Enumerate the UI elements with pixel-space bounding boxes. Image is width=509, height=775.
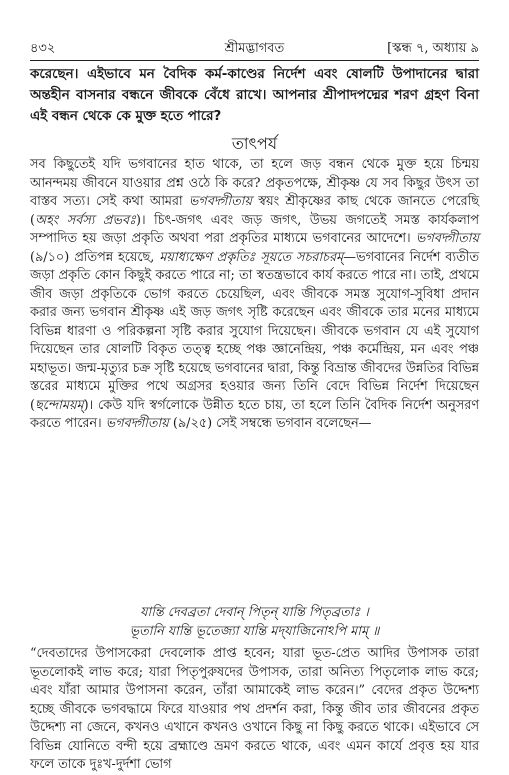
- purport-text-italic: ভগবদ্গীতায়: [105, 416, 169, 431]
- purport-text: (৯/১০) প্রতিপন্ন হয়েছে,: [30, 249, 160, 265]
- translation-continuation: করেছেন। এইভাবে মন বৈদিক কর্ম-কাণ্ডের নির্দেশ এবং ষোলটি উপাদানের দ্বারা অন্তহীন বাসনার বন্ধনে জীবকে বেঁধে রাখে। আপনার শ্রীপাদপদ্মের শরণ গ্রহণ বিনা এই বন্ধন থেকে কে মুক্ত হতে পারে?: [30, 67, 479, 124]
- purport-text-italic: ছন্দোময়ম্: [35, 397, 84, 413]
- purport-text-italic: অহং সর্বস্য প্রভবঃ: [35, 212, 136, 228]
- header-rule: [30, 60, 479, 61]
- purport-text-italic: ভগবদ্গীতায়: [188, 194, 252, 209]
- purport-text: স্বয়ং শ্রীকৃষ্ণের কাছ থেকে জানতে পেরেছি (: [30, 194, 479, 228]
- purport-text: সব কিছুতেই যদি ভগবানের হাত থাকে, তা হলে জড় বন্ধন থেকে মুক্ত হয়ে চিন্ময় আনন্দময় জীবনে যাওয়ার প্রশ্ন ওঠে কি করে? প্রকৃতপক্ষে, শ্রীকৃষ্ণ যে সব কিছুর উৎস তা বাস্তব সত্য। সেই কথা আমরা: [30, 157, 479, 209]
- purport-text: )। কেউ যদি স্বর্গলোকে উন্নীত হতে চায়, তা হলে তিনি বৈদিক নির্দেশ অনুসরণ করতে পারেন।: [30, 397, 479, 431]
- purport-text-italic: ময়াধ্যক্ষেণ প্রকৃতিঃ সূয়তে সচরাচরম্: [159, 249, 344, 265]
- purport-paragraph: [30, 156, 479, 434]
- running-header: [30, 40, 479, 58]
- quoted-verse: [30, 603, 479, 641]
- purport-text: —ভগবানের নির্দেশ ব্যতীত জড়া প্রকৃতি কোন কিছুই করতে পারে না; তা স্বতন্ত্রভাবে কার্য করতে পারে না। তাই, প্রথমে জীব জড়া প্রকৃতিকে ভোগ করতে চেয়েছিল, এবং জীবকে সমস্ত সুযোগ-সুবিধা প্রদান করার জন্য ভগবান শ্রীকৃষ্ণ এই জড় জগৎ সৃষ্টি করেছেন এবং জীবকে তার মনের মাধ্যমে বিভিন্ন ধারণা ও পরিকল্পনা সৃষ্টি করার সুযোগ দিয়েছেন। জীবকে ভগবান যে এই সুযোগ দিয়েছেন তার ষোলটি বিকৃত তত্ত্ব হচ্ছে পঞ্চ জ্ঞানেন্দ্রিয়, পঞ্চ কর্মেন্দ্রিয়, মন এবং পঞ্চ মহাভূত। জন্ম-মৃত্যুর চক্র সৃষ্টি হয়েছে ভগবানের দ্বারা, কিন্তু বিভ্রান্ত জীবদের উন্নতির বিভিন্ন স্তরের মাধ্যমে মুক্তির পথে অগ্রসর হওয়ার জন্য তিনি বেদে বিভিন্ন নির্দেশ দিয়েছেন (: [30, 249, 479, 413]
- page-number: ৪৩২: [30, 41, 56, 56]
- purport-text-italic: ভগবদ্গীতায়: [415, 231, 479, 246]
- book-title: শ্রীমদ্ভাগবত: [224, 41, 285, 56]
- verse-line: ভূতানি যান্তি ভূতেজ্যা যান্তি মদ্‌যাজিনোঽপি মাম্ ॥: [129, 624, 380, 639]
- verse-line: যান্তি দেবব্রতা দেবান্ পিতৃন্ যান্তি পিতৃব্রতাঃ ।: [140, 605, 369, 620]
- purport-heading: তাৎপর্য: [231, 134, 278, 153]
- chapter-reference: [স্কন্ধ ৭, অধ্যায় ৯: [387, 41, 479, 56]
- purport-text: (৯/২৫) সেই সম্বন্ধে ভগবান বলেছেন—: [168, 416, 372, 431]
- verse-translation: “দেবতাদের উপাসকেরা দেবলোক প্রাপ্ত হবেন; যারা ভূত-প্রেত আদির উপাসক তারা ভূতলোকই লাভ করে; যারা পিতৃপুরুষদের উপাসক, তারা অনিত্য পিতৃলোক লাভ করে; এবং যাঁরা আমার উপাসনা করেন, তাঁরা আমাকেই লাভ করেন।” বেদের প্রকৃত উদ্দেশ্য হচ্ছে জীবকে ভগবদ্ধামে ফিরে যাওয়ার পথ প্রদর্শন করা, কিন্তু জীব তার জীবনের প্রকৃত উদ্দেশ্য না জেনে, কখনও এখানে কখনও ওখানে কিছু না কিছু করতে থাকে। এইভাবে সে বিভিন্ন যোনিতে বন্দী হয়ে ব্রহ্মাণ্ডে ভ্রমণ করতে থাকে, এবং এমন কার্যে প্রবৃত্ত হয় যার ফলে তাকে দুঃখ-দুর্দশা ভোগ: [30, 646, 479, 772]
- purport-text: )। চিৎ-জগৎ এবং জড় জগৎ, উভয় জগতেই সমস্ত কার্যকলাপ সম্পাদিত হয় জড়া প্রকৃতি অথবা পরা প্রকৃতির মাধ্যমে ভগবানের আদেশে।: [30, 212, 479, 246]
